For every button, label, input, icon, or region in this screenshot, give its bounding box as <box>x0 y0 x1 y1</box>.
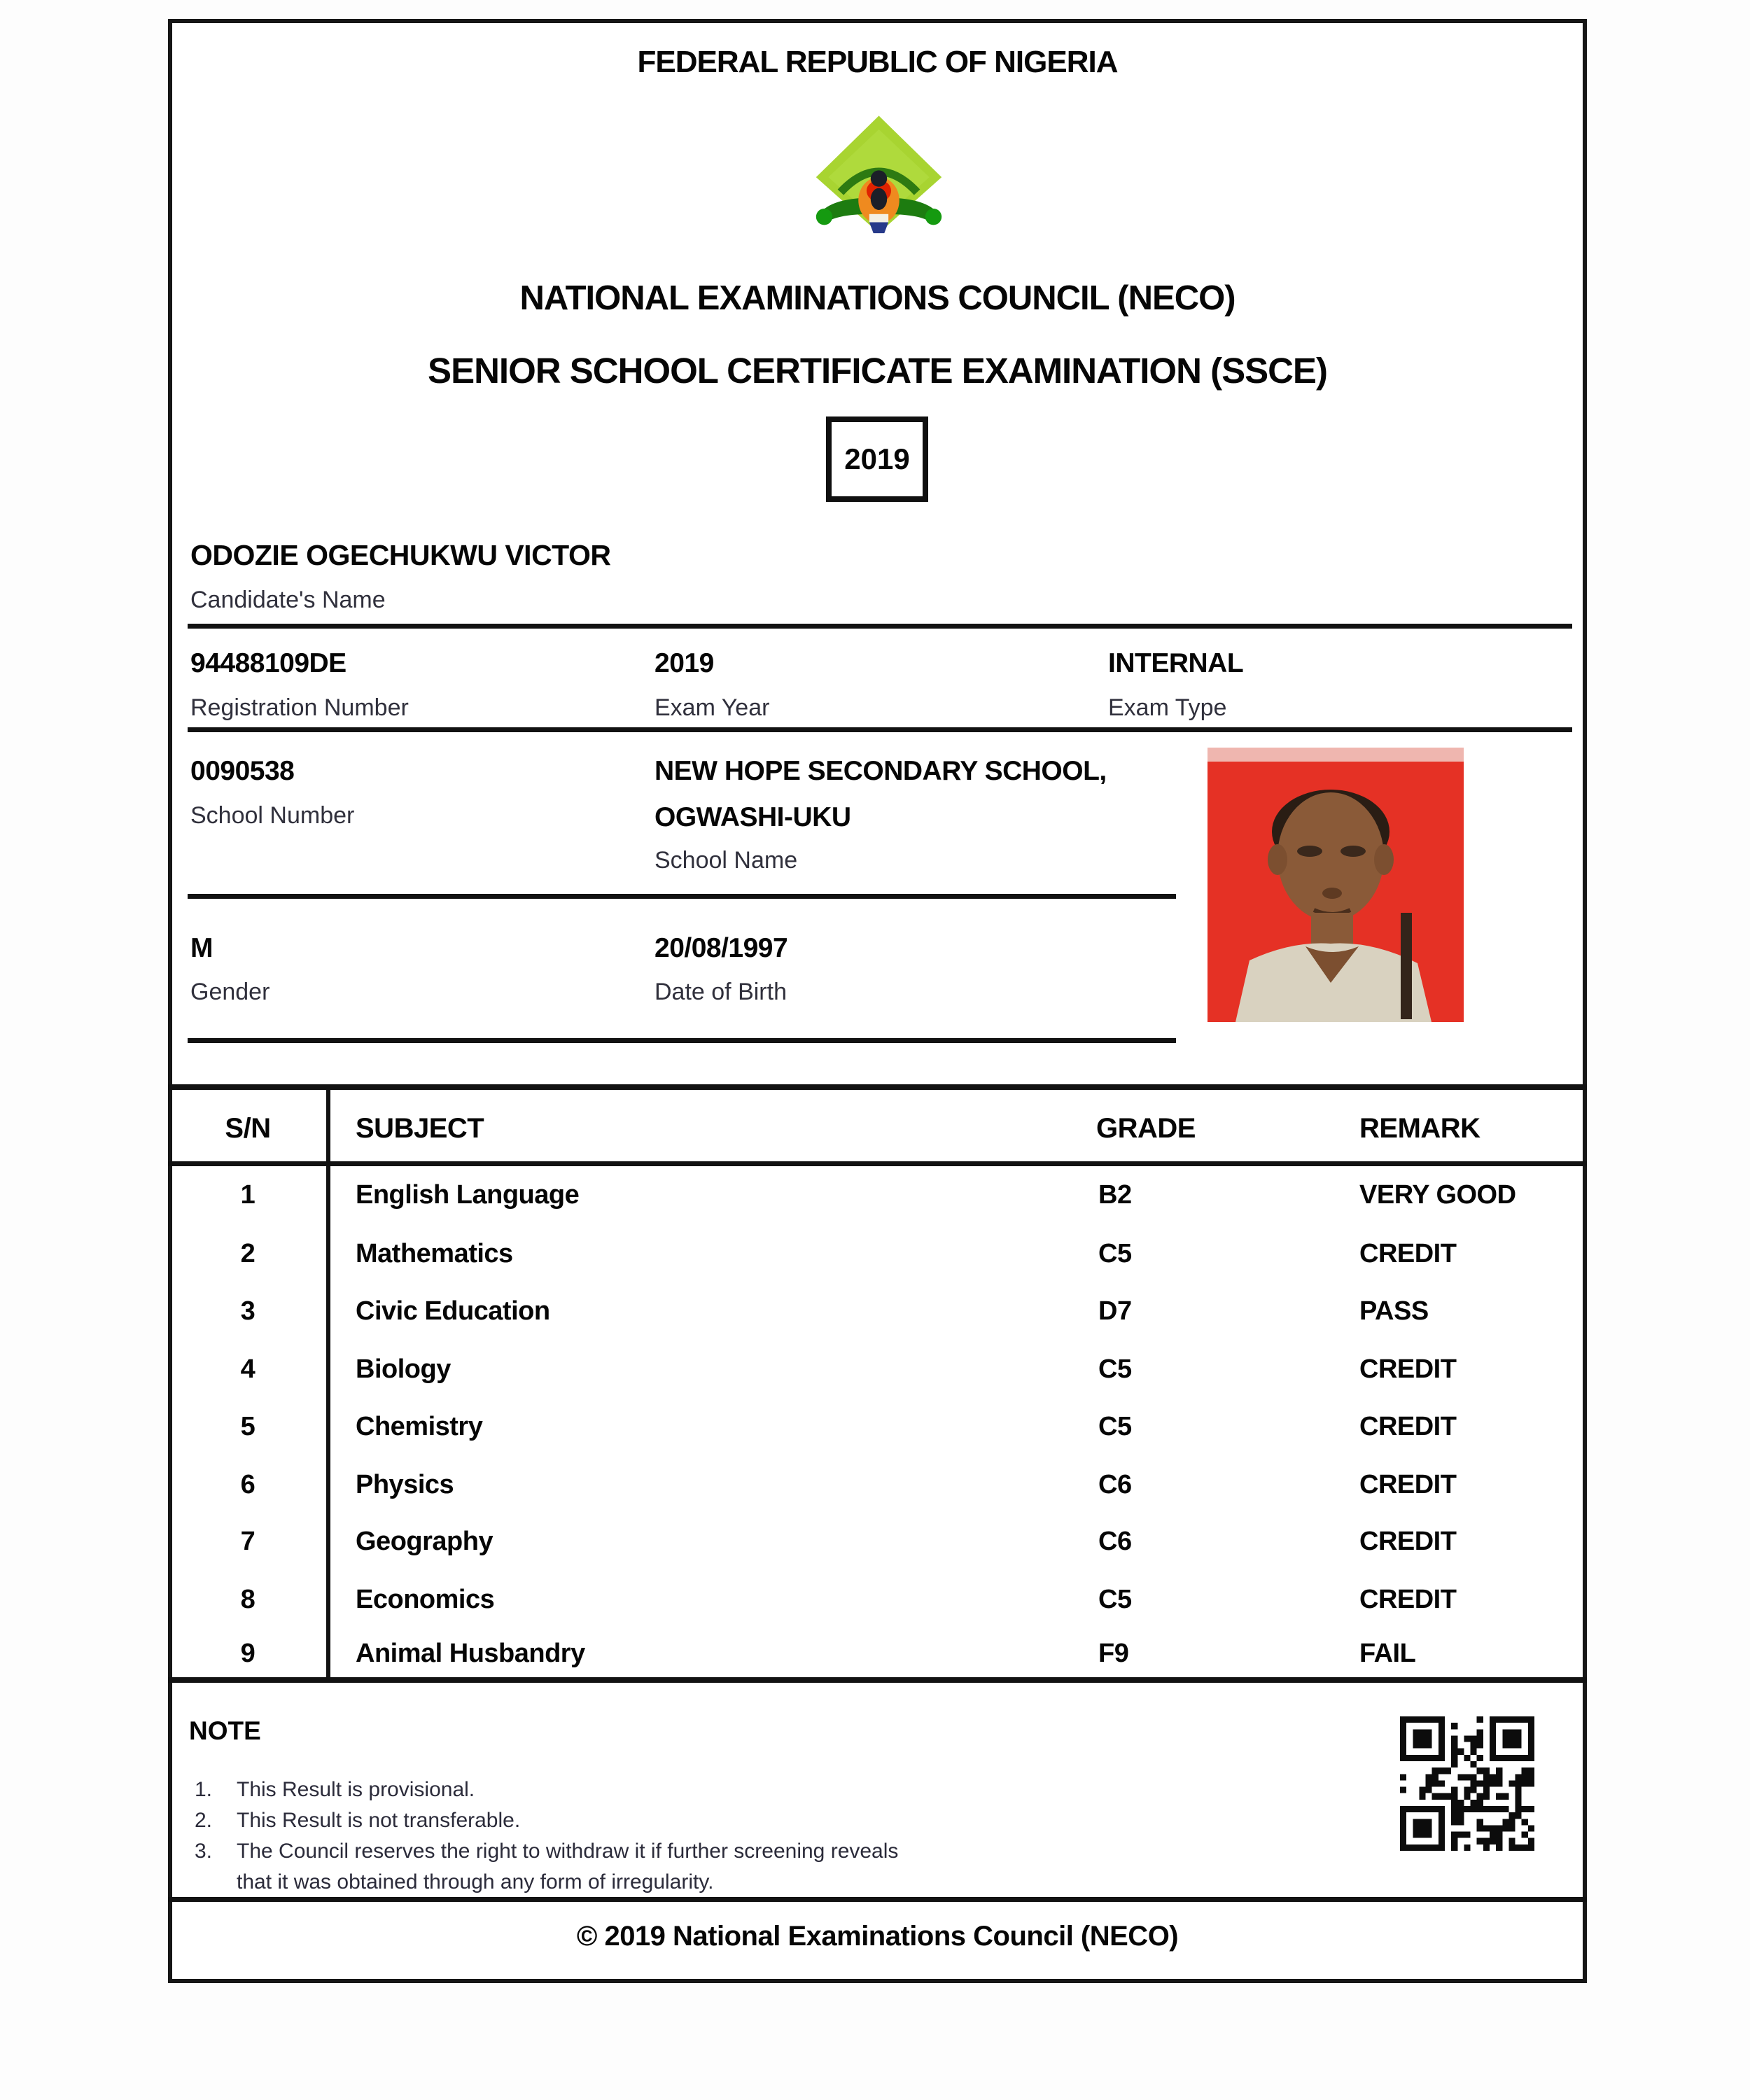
table-header-grade: GRADE <box>1096 1113 1196 1144</box>
qr-code-graphic <box>1400 1716 1534 1851</box>
divider-4 <box>188 1038 1176 1043</box>
gender-label: Gender <box>190 979 270 1005</box>
exam-type-value: INTERNAL <box>1108 648 1244 678</box>
note-item-text: The Council reserves the right to withdraw it if further screening reveals <box>237 1840 899 1863</box>
row-sn: 3 <box>240 1296 255 1326</box>
neco-crest-logo <box>811 112 947 251</box>
row-subject: Mathematics <box>356 1239 513 1268</box>
exam-year-value: 2019 <box>654 648 714 678</box>
gender-value: M <box>190 933 213 963</box>
row-subject: Economics <box>356 1585 495 1614</box>
note-item-number: 1. <box>195 1778 213 1801</box>
row-subject: Biology <box>356 1354 451 1384</box>
country-title: FEDERAL REPUBLIC OF NIGERIA <box>637 45 1118 79</box>
row-grade: B2 <box>1098 1180 1132 1210</box>
neco-crest-logo-graphic <box>811 112 947 251</box>
passport-photo-graphic <box>1208 748 1464 1022</box>
row-subject: Geography <box>356 1527 493 1556</box>
exam-year-badge <box>826 416 928 502</box>
school-name-label: School Name <box>654 847 798 874</box>
note-title: NOTE <box>189 1716 261 1745</box>
registration-number: 94488109DE <box>190 648 346 678</box>
qr-code <box>1400 1716 1534 1851</box>
row-remark: CREDIT <box>1359 1585 1457 1614</box>
row-remark: FAIL <box>1359 1639 1416 1668</box>
row-subject: Civic Education <box>356 1296 550 1326</box>
exam-title: SENIOR SCHOOL CERTIFICATE EXAMINATION (SSCE) <box>428 351 1327 391</box>
exam-year-badge-text: 2019 <box>844 442 910 475</box>
table-header-line <box>168 1161 1587 1166</box>
row-sn: 7 <box>240 1527 255 1556</box>
row-subject: Physics <box>356 1470 454 1499</box>
row-grade: C6 <box>1098 1470 1132 1499</box>
exam-year-label: Exam Year <box>654 694 770 721</box>
exam-type-label: Exam Type <box>1108 694 1227 721</box>
note-item-text: This Result is provisional. <box>237 1778 475 1801</box>
table-top-line <box>168 1084 1587 1090</box>
row-subject: Chemistry <box>356 1412 483 1441</box>
footer-divider <box>168 1897 1587 1902</box>
table-header-subject: SUBJECT <box>356 1113 484 1144</box>
row-remark: CREDIT <box>1359 1412 1457 1441</box>
note-item-text: that it was obtained through any form of irregularity. <box>237 1870 714 1893</box>
candidate-passport-photo <box>1208 748 1464 1022</box>
row-sn: 4 <box>240 1354 255 1384</box>
row-grade: C6 <box>1098 1527 1132 1556</box>
footer-copyright: © 2019 National Examinations Council (NECO) <box>576 1921 1179 1952</box>
row-remark: VERY GOOD <box>1359 1180 1516 1210</box>
council-title: NATIONAL EXAMINATIONS COUNCIL (NECO) <box>519 279 1236 317</box>
note-item-number: 3. <box>195 1840 213 1863</box>
row-grade: D7 <box>1098 1296 1132 1326</box>
row-sn: 9 <box>240 1639 255 1668</box>
row-sn: 8 <box>240 1585 255 1614</box>
row-subject: English Language <box>356 1180 580 1210</box>
row-grade: C5 <box>1098 1585 1132 1614</box>
divider-2 <box>188 727 1572 732</box>
divider-1 <box>188 624 1572 629</box>
row-grade: F9 <box>1098 1639 1129 1668</box>
candidate-name: ODOZIE OGECHUKWU VICTOR <box>190 539 611 571</box>
school-number-label: School Number <box>190 802 355 829</box>
row-grade: C5 <box>1098 1354 1132 1384</box>
divider-3 <box>188 894 1176 899</box>
note-item-text: This Result is not transferable. <box>237 1809 521 1832</box>
row-remark: CREDIT <box>1359 1354 1457 1384</box>
row-sn: 1 <box>240 1180 255 1210</box>
row-grade: C5 <box>1098 1412 1132 1441</box>
row-remark: CREDIT <box>1359 1239 1457 1268</box>
date-of-birth-label: Date of Birth <box>654 979 787 1005</box>
row-sn: 6 <box>240 1470 255 1499</box>
row-subject: Animal Husbandry <box>356 1639 585 1668</box>
candidate-name-label: Candidate's Name <box>190 587 386 613</box>
row-grade: C5 <box>1098 1239 1132 1268</box>
date-of-birth-value: 20/08/1997 <box>654 933 788 963</box>
school-number: 0090538 <box>190 756 295 786</box>
school-name-line1: NEW HOPE SECONDARY SCHOOL, <box>654 756 1107 786</box>
row-remark: PASS <box>1359 1296 1429 1326</box>
registration-number-label: Registration Number <box>190 694 409 721</box>
school-name-line2: OGWASHI-UKU <box>654 802 851 832</box>
row-remark: CREDIT <box>1359 1470 1457 1499</box>
row-sn: 2 <box>240 1239 255 1268</box>
row-remark: CREDIT <box>1359 1527 1457 1556</box>
table-header-remark: REMARK <box>1359 1113 1480 1144</box>
table-header-sn: S/N <box>225 1113 271 1144</box>
row-sn: 5 <box>240 1412 255 1441</box>
table-bottom-line <box>168 1677 1587 1683</box>
note-item-number: 2. <box>195 1809 213 1832</box>
